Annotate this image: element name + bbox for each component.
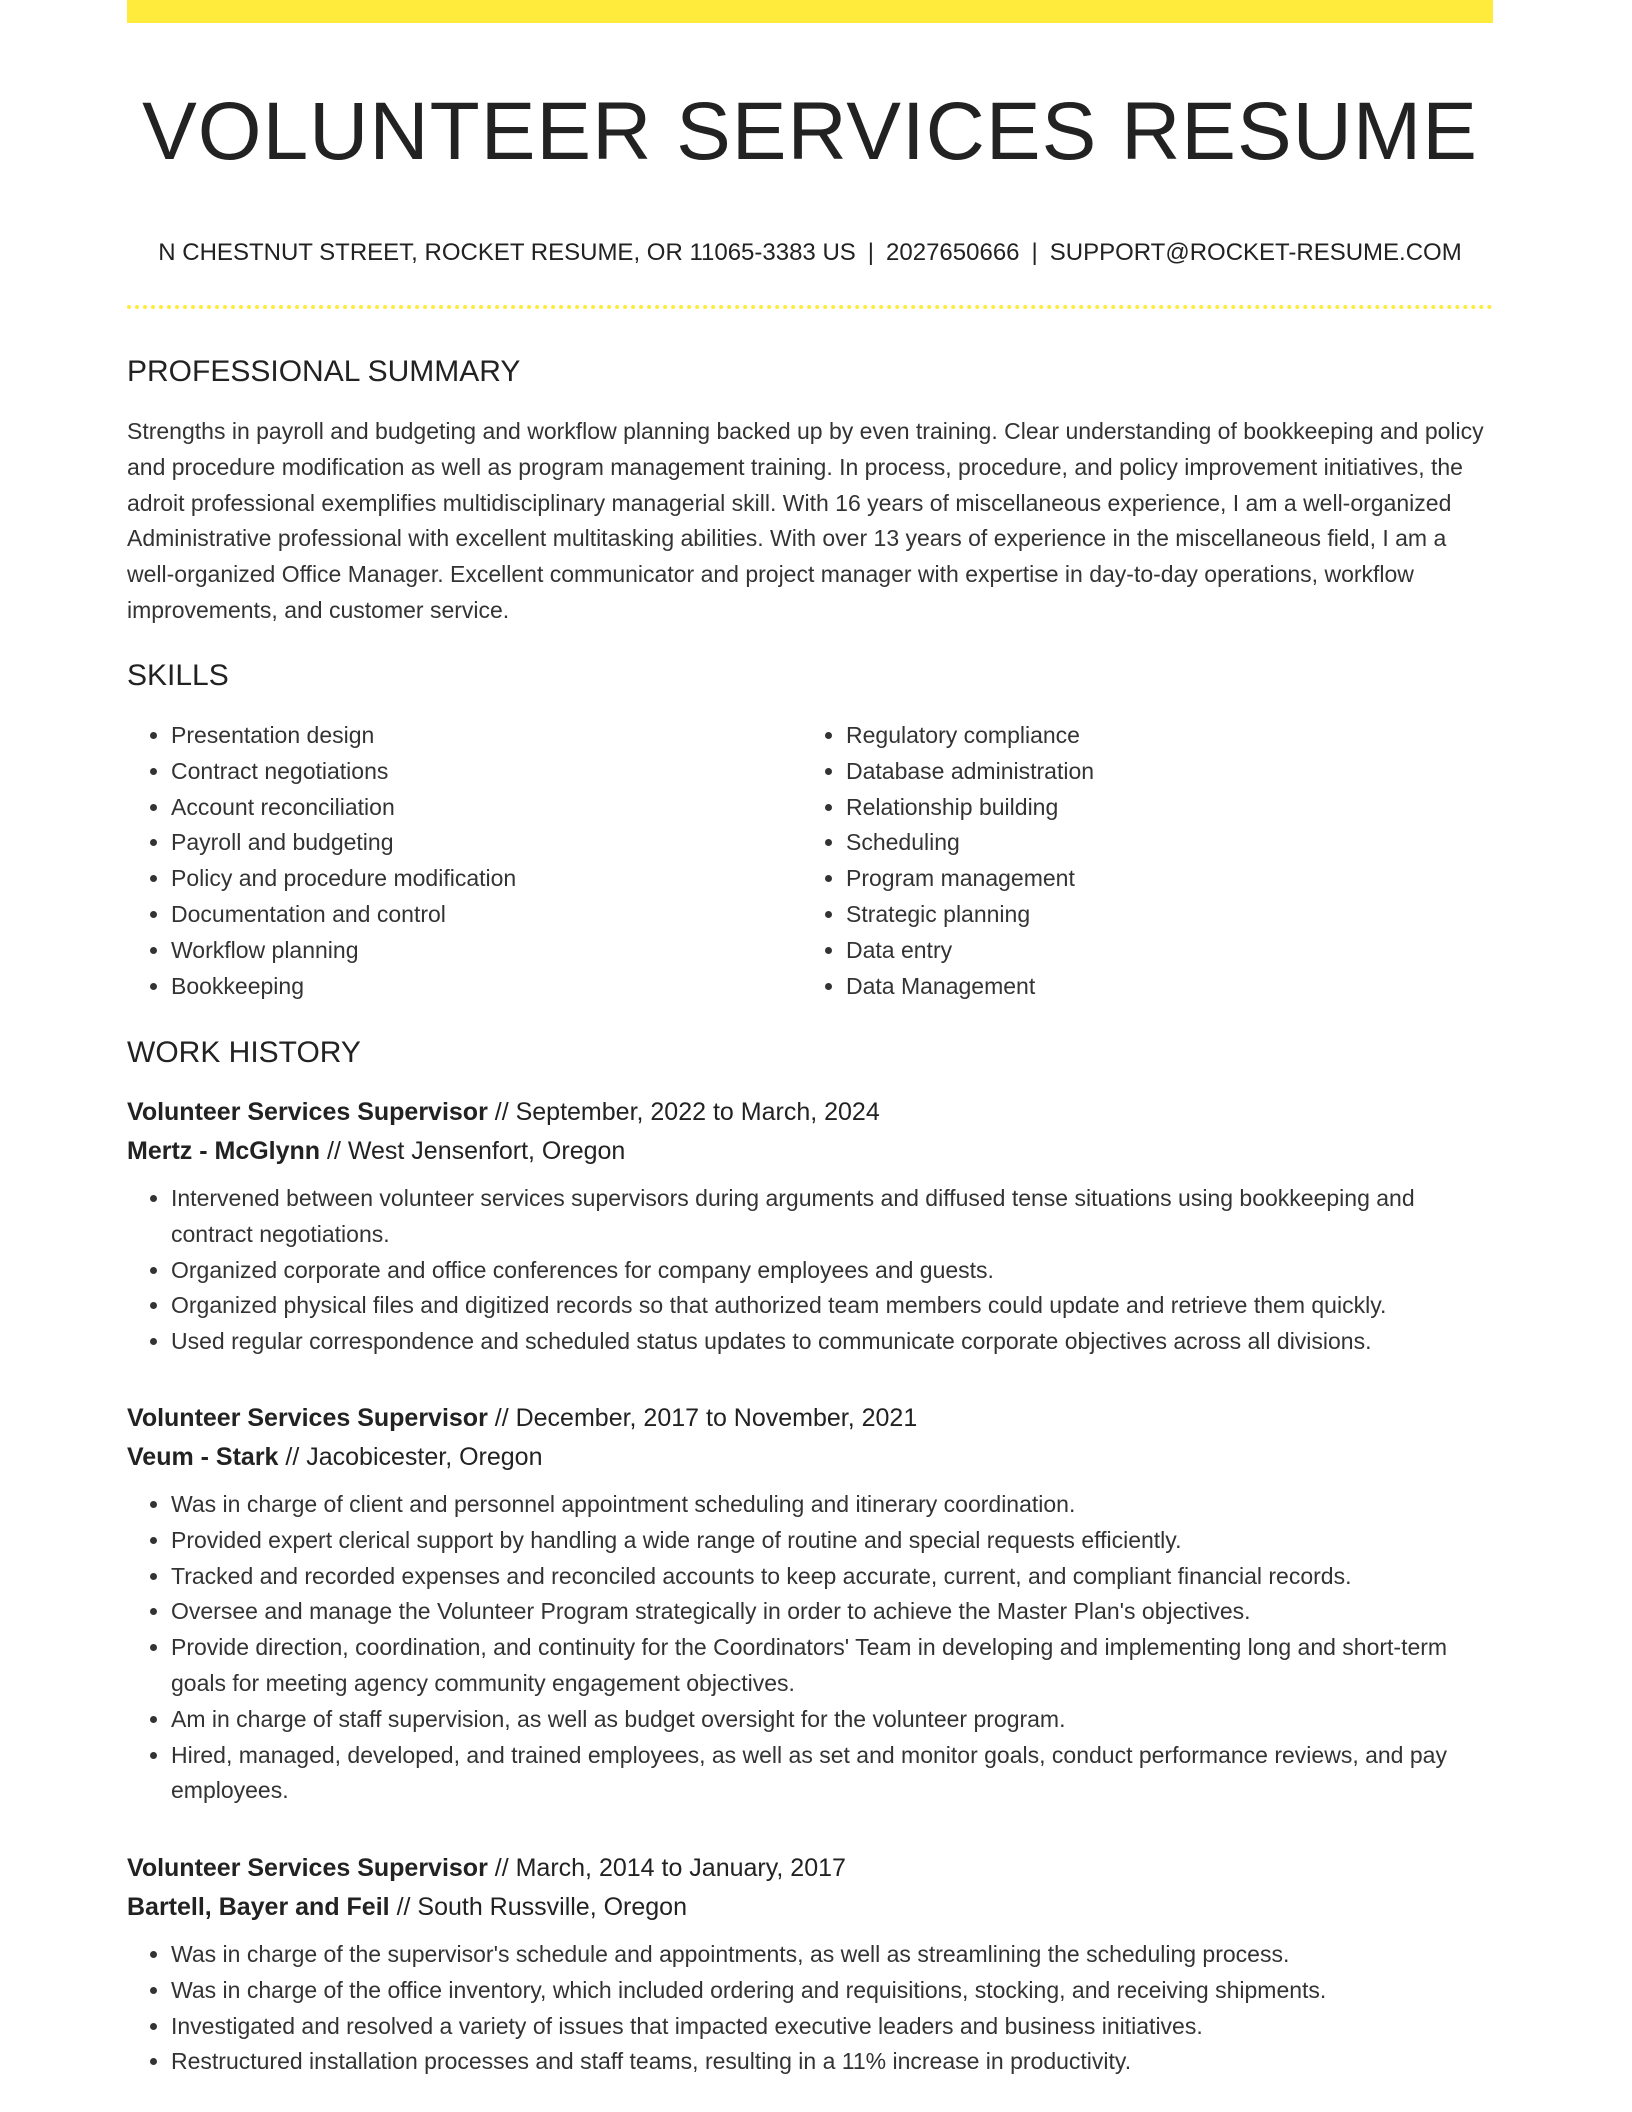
dotted-divider	[127, 305, 1493, 309]
job-entry	[127, 1093, 1493, 1360]
job-dates: // March, 2014 to January, 2017	[494, 1854, 846, 1882]
job-title: Volunteer Services Supervisor	[127, 1854, 488, 1882]
list-item: • Relationship building	[846, 790, 1442, 826]
accent-top-bar	[127, 0, 1493, 23]
list-item: • Am in charge of staff supervision, as well as budget oversight for the volunteer program.	[171, 1702, 1493, 1738]
list-item: • Organized physical files and digitized records so that authorized team members could update and retrieve them quickly.	[171, 1288, 1493, 1324]
list-item: • Bookkeeping	[171, 969, 767, 1005]
job-location: // South Russville, Oregon	[396, 1893, 687, 1921]
job-company: Veum - Stark	[127, 1443, 279, 1471]
list-item: • Provided expert clerical support by handling a wide range of routine and special requests efficiently.	[171, 1523, 1493, 1559]
job-title-line	[127, 1849, 1493, 1888]
list-item: • Regulatory compliance	[846, 718, 1442, 754]
skills-column-left	[127, 718, 767, 1004]
job-bullets	[127, 1937, 1493, 2080]
job-entry	[127, 1849, 1493, 2080]
job-company-line	[127, 1888, 1493, 1927]
summary-text: Strengths in payroll and budgeting and workflow planning backed up by even training. Clear understanding of bookkeeping and policy and procedure modification as well as program management training. In process, procedure, and policy improvement initiatives, the adroit professional exemplifies multidisciplinary managerial skill. With 16 years of miscellaneous experience, I am a well-organized Administrative professional with excellent multitasking abilities. With over 13 years of experience in the miscellaneous field, I am a well-organized Office Manager. Excellent communicator and project manager with expertise in day-to-day operations, workflow improvements, and customer service.	[127, 418, 1484, 623]
skills-list-left	[127, 718, 767, 1004]
job-company-line	[127, 1438, 1493, 1477]
list-item: • Database administration	[846, 754, 1442, 790]
skills-column-right	[802, 718, 1442, 1004]
list-item: • Contract negotiations	[171, 754, 767, 790]
job-title: Volunteer Services Supervisor	[127, 1404, 488, 1432]
job-dates: // September, 2022 to March, 2024	[494, 1098, 880, 1126]
list-item: • Policy and procedure modification	[171, 861, 767, 897]
list-item: • Investigated and resolved a variety of issues that impacted executive leaders and business initiatives.	[171, 2009, 1493, 2045]
contact-separator: |	[1031, 239, 1038, 266]
list-item: • Scheduling	[846, 825, 1442, 861]
list-item: • Used regular correspondence and scheduled status updates to communicate corporate objectives across all divisions.	[171, 1324, 1493, 1360]
contact-phone: 2027650666	[886, 239, 1020, 266]
job-dates: // December, 2017 to November, 2021	[494, 1404, 918, 1432]
list-item: • Data Management	[846, 969, 1442, 1005]
list-item: • Account reconciliation	[171, 790, 767, 826]
contact-address: N CHESTNUT STREET, ROCKET RESUME, OR 11065-3383 US	[158, 239, 856, 266]
list-item: • Was in charge of the office inventory, which included ordering and requisitions, stocking, and receiving shipments.	[171, 1973, 1493, 2009]
job-company-line	[127, 1132, 1493, 1171]
summary-heading: PROFESSIONAL SUMMARY	[127, 355, 521, 388]
job-title: Volunteer Services Supervisor	[127, 1098, 488, 1126]
list-item: • Tracked and recorded expenses and reconciled accounts to keep accurate, current, and compliant financial records.	[171, 1559, 1493, 1595]
resume-title: VOLUNTEER SERVICES RESUME	[142, 86, 1478, 177]
skills-list-right	[802, 718, 1442, 1004]
skills-heading: SKILLS	[127, 659, 229, 692]
contact-email[interactable]: SUPPORT@ROCKET-RESUME.COM	[1049, 239, 1462, 266]
list-item: • Restructured installation processes and staff teams, resulting in a 11% increase in productivity.	[171, 2044, 1493, 2080]
contact-line	[127, 235, 1493, 271]
job-entry	[127, 1399, 1493, 1809]
list-item: • Workflow planning	[171, 933, 767, 969]
list-item: • Was in charge of the supervisor's schedule and appointments, as well as streamlining the scheduling process.	[171, 1937, 1493, 1973]
job-bullets	[127, 1181, 1493, 1360]
job-title-line	[127, 1399, 1493, 1438]
job-company: Bartell, Bayer and Feil	[127, 1893, 390, 1921]
job-bullets	[127, 1487, 1493, 1809]
list-item: • Payroll and budgeting	[171, 825, 767, 861]
list-item: • Intervened between volunteer services supervisors during arguments and diffused tense situations using bookkeeping and contract negotiations.	[171, 1181, 1493, 1253]
list-item: • Documentation and control	[171, 897, 767, 933]
job-location: // West Jensenfort, Oregon	[327, 1137, 626, 1165]
list-item: • Data entry	[846, 933, 1442, 969]
job-location: // Jacobicester, Oregon	[285, 1443, 543, 1471]
list-item: • Oversee and manage the Volunteer Program strategically in order to achieve the Master Plan's objectives.	[171, 1594, 1493, 1630]
list-item: • Program management	[846, 861, 1442, 897]
list-item: • Organized corporate and office conferences for company employees and guests.	[171, 1253, 1493, 1289]
list-item: • Presentation design	[171, 718, 767, 754]
list-item: • Hired, managed, developed, and trained employees, as well as set and monitor goals, conduct performance reviews, and pay employees.	[171, 1738, 1493, 1810]
work-heading: WORK HISTORY	[127, 1036, 361, 1069]
job-company: Mertz - McGlynn	[127, 1137, 321, 1165]
list-item: • Was in charge of client and personnel appointment scheduling and itinerary coordination.	[171, 1487, 1493, 1523]
list-item: • Strategic planning	[846, 897, 1442, 933]
contact-separator: |	[867, 239, 875, 266]
job-title-line	[127, 1093, 1493, 1132]
list-item: • Provide direction, coordination, and continuity for the Coordinators' Team in developing and implementing long and short-term goals for meeting agency community engagement objectives.	[171, 1630, 1493, 1702]
